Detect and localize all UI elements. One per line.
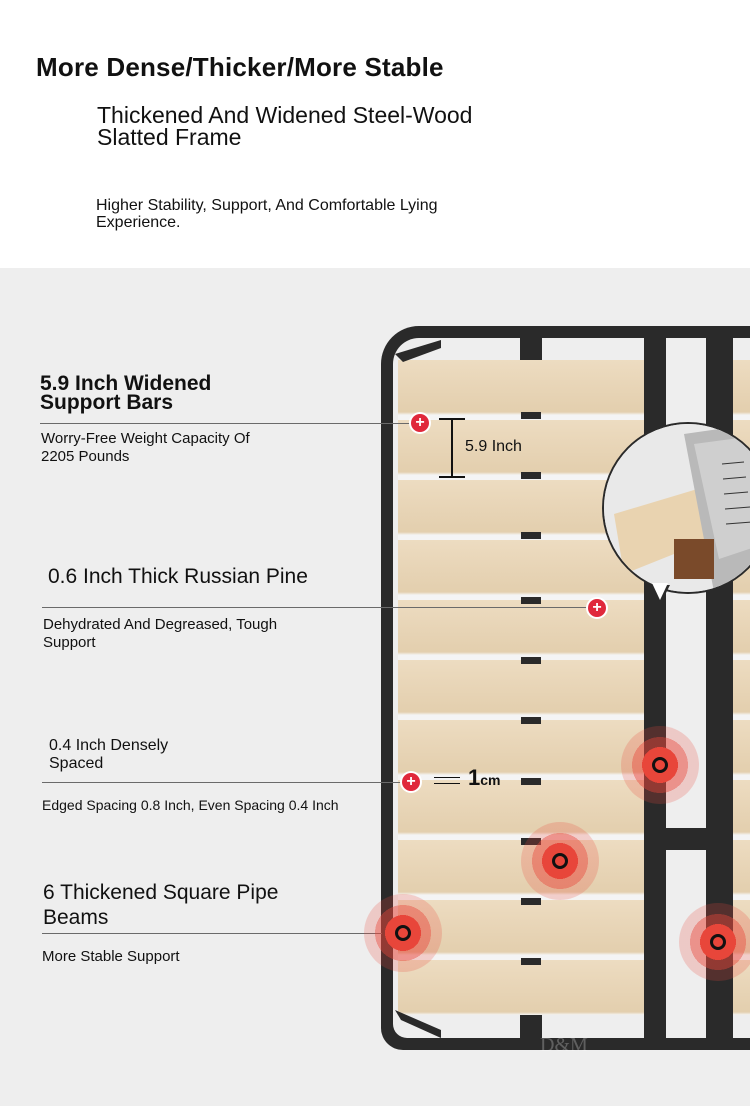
target-marker-icon	[679, 903, 750, 981]
feature-title-beams: 6 Thickened Square Pipe Beams	[43, 881, 279, 929]
page-subtitle: Thickened And Widened Steel-Wood Slatted Frame	[97, 102, 473, 150]
target-marker-icon	[364, 894, 442, 972]
feature-desc-pine: Dehydrated And Degreased, Tough Support	[43, 616, 278, 651]
gap-value: 1	[468, 765, 481, 790]
leader-line	[42, 933, 382, 934]
slat-width-label: 5.9 Inch	[465, 438, 522, 455]
measure-line	[451, 419, 453, 477]
leader-line	[42, 607, 597, 608]
feature-title-support-bars: 5.9 Inch Widened Support Bars	[40, 372, 212, 414]
leader-line	[42, 782, 412, 783]
measure-cap	[439, 476, 465, 478]
slat-clip	[521, 472, 541, 479]
slat-clip	[521, 532, 541, 539]
callout-pointer-inner	[652, 583, 668, 600]
page-description: Higher Stability, Support, And Comfortable Lying Experience.	[96, 197, 438, 231]
gap-unit: cm	[480, 772, 501, 788]
ring-icon	[710, 934, 726, 950]
gap-measurement	[468, 765, 500, 791]
ring-icon	[652, 757, 668, 773]
bottom-clip	[520, 1015, 542, 1038]
slat-clip	[521, 657, 541, 664]
gap-line	[434, 777, 460, 778]
ring-icon	[395, 925, 411, 941]
measure-cap	[439, 418, 465, 420]
feature-title-pine: 0.6 Inch Thick Russian Pine	[48, 565, 308, 588]
corner-brace-bottom	[381, 990, 461, 1050]
slat-clip	[521, 717, 541, 724]
slat-clip	[521, 898, 541, 905]
plus-marker-icon: +	[588, 599, 606, 617]
plus-marker-icon: +	[402, 773, 420, 791]
feature-desc-support-bars: Worry-Free Weight Capacity Of 2205 Pounds	[41, 430, 250, 465]
target-marker-icon	[521, 822, 599, 900]
slat-clip	[521, 412, 541, 419]
page-title: More Dense/Thicker/More Stable	[36, 52, 444, 82]
slat-clip	[521, 597, 541, 604]
target-marker-icon	[621, 726, 699, 804]
slat-clip	[521, 958, 541, 965]
corner-brace-top	[381, 326, 461, 406]
slat-clip	[521, 778, 541, 785]
leader-line	[40, 423, 420, 424]
watermark: D&M	[540, 1034, 588, 1056]
feature-title-spacing: 0.4 Inch Densely Spaced	[49, 737, 169, 772]
top-clip	[520, 338, 542, 360]
feature-desc-beams: More Stable Support	[42, 948, 180, 965]
feature-desc-spacing: Edged Spacing 0.8 Inch, Even Spacing 0.4 Inch	[42, 797, 339, 813]
ring-icon	[552, 853, 568, 869]
gap-line	[434, 783, 460, 784]
plus-marker-icon: +	[411, 414, 429, 432]
cross-beam	[666, 828, 706, 850]
